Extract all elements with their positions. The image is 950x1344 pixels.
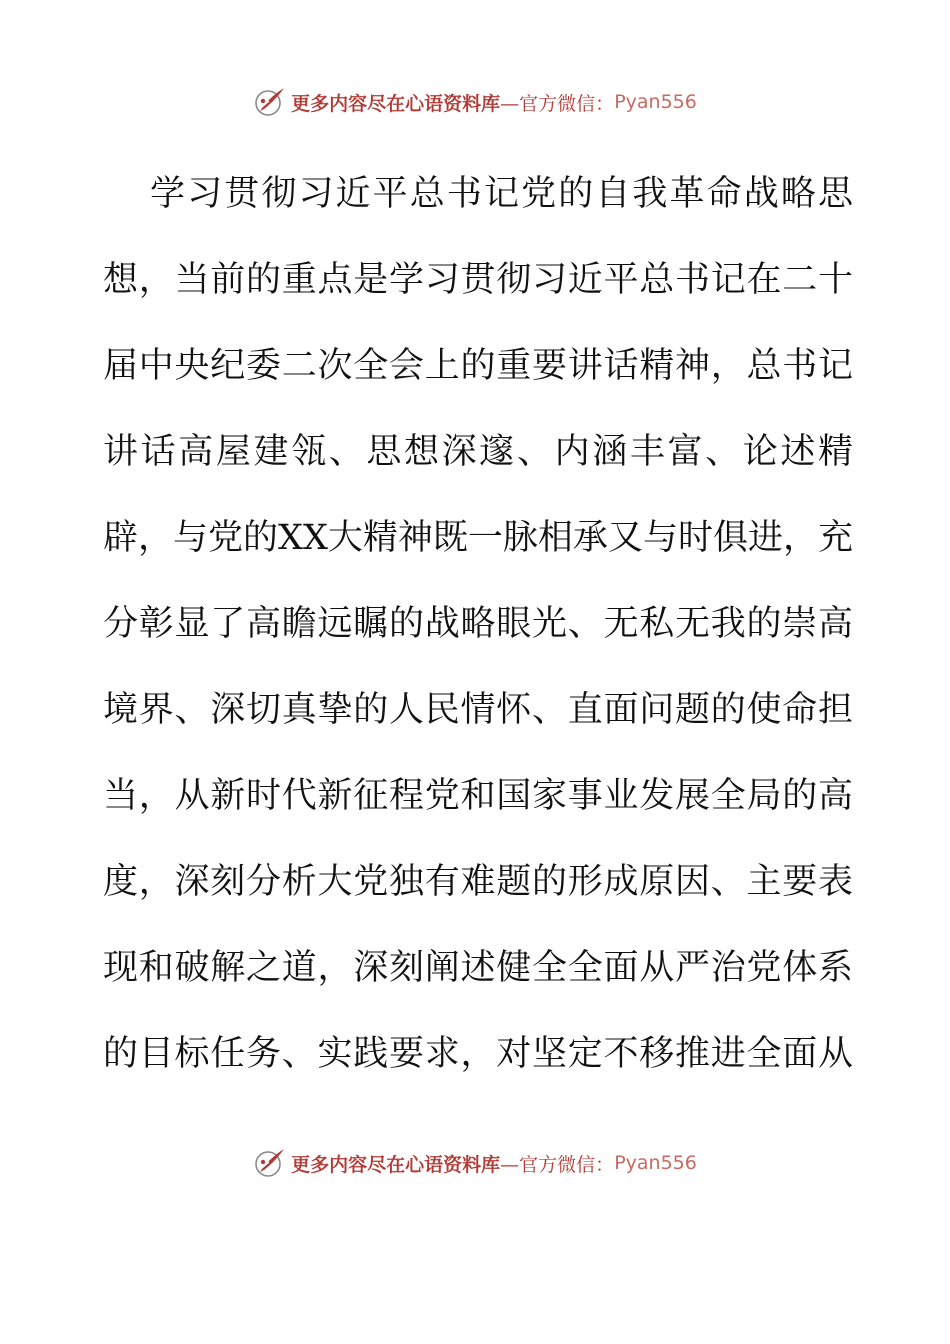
body-line-9: 度，深刻分析大党独有难题的形成原因、主要表: [103, 862, 853, 902]
body-line-10: 现和破解之道，深刻阐述健全全面从严治党体系: [103, 948, 853, 988]
body-line-2: 想，当前的重点是学习贯彻习近平总书记在二十: [103, 260, 853, 300]
body-line-6: 分彰显了高瞻远瞩的战略眼光、无私无我的崇高: [103, 604, 853, 644]
body-line-5: 辟，与党的XX大精神既一脉相承又与时俱进，充: [103, 518, 853, 558]
body-line-4: 讲话高屋建瓴、思想深邃、内涵丰富、论述精: [103, 432, 853, 472]
body-line-7: 境界、深切真挚的人民情怀、直面问题的使命担: [103, 690, 853, 730]
watermark-separator: —官方微信：: [500, 92, 615, 115]
quill-pen-icon: [253, 85, 287, 119]
watermark-wechat-id: Pyan556: [614, 1152, 697, 1174]
body-line-1: 学习贯彻习近平总书记党的自我革命战略思: [150, 174, 853, 214]
watermark-title: 更多内容尽在心语资料库: [291, 1153, 501, 1176]
watermark-wechat-id: Pyan556: [614, 91, 697, 113]
body-line-8: 当，从新时代新征程党和国家事业发展全局的高: [103, 776, 853, 816]
quill-pen-icon: [253, 1146, 287, 1180]
footer-watermark: [0, 1143, 950, 1183]
header-watermark: [0, 82, 950, 122]
watermark-title: 更多内容尽在心语资料库: [291, 92, 501, 115]
watermark-separator: —官方微信：: [500, 1153, 615, 1176]
body-line-3: 届中央纪委二次全会上的重要讲话精神，总书记: [103, 346, 853, 386]
body-line-11: 的目标任务、实践要求，对坚定不移推进全面从: [103, 1034, 853, 1074]
